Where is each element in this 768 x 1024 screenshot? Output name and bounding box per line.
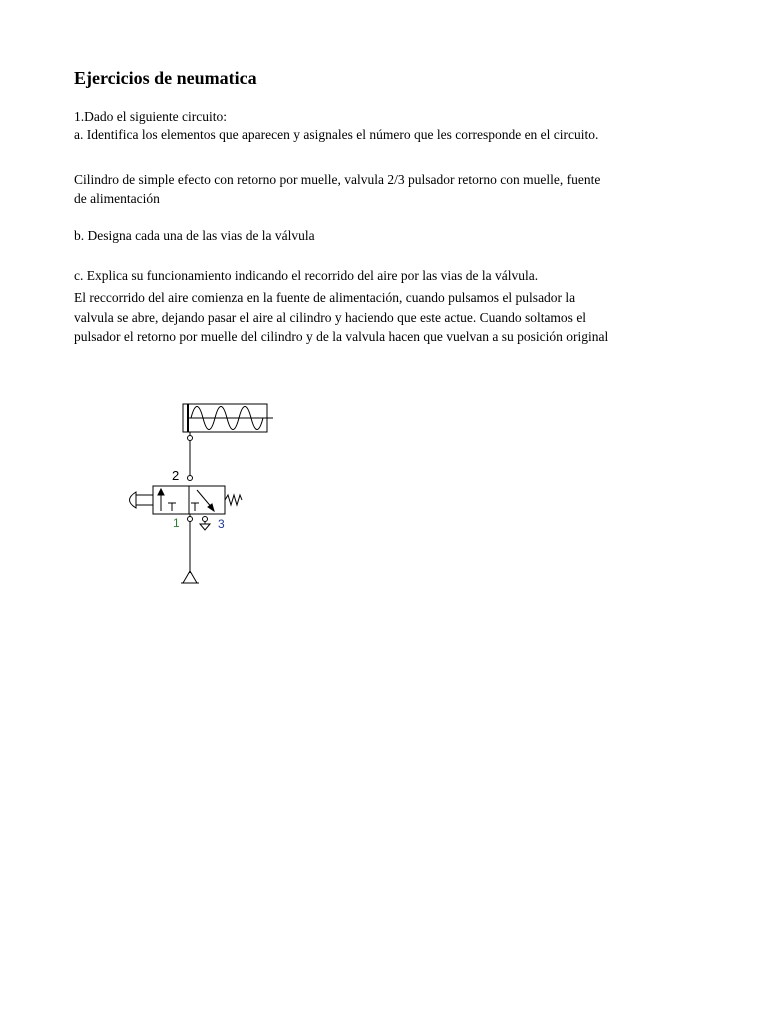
connection-node: [188, 517, 193, 522]
pneumatic-circuit-svg: [115, 395, 285, 590]
connection-node: [188, 476, 193, 481]
valve-left-box: [153, 486, 189, 514]
pneumatic-circuit-diagram: [115, 395, 285, 595]
answer-a-line-2: de alimentación: [74, 191, 160, 206]
connection-node: [203, 517, 208, 522]
valve-flow-arrow: [208, 504, 214, 511]
answer-a-line-1: Cilindro de simple efecto con retorno por muelle, valvula 2/3 pulsador retorno con muelle, fuente: [74, 172, 601, 187]
question-1-intro: 1.Dado el siguiente circuito:: [74, 109, 227, 124]
answer-c-line-3: pulsador el retorno por muelle del cilindro y de la valvula hacen que vuelvan a su posición original: [74, 329, 609, 344]
connection-node: [188, 436, 193, 441]
port-2-label: 2: [172, 468, 180, 483]
document-title: Ejercicios de neumatica: [74, 68, 257, 88]
answer-c-line-1: El reccorrido del aire comienza en la fuente de alimentación, cuando pulsamos el pulsador la: [74, 290, 576, 305]
question-1c: c. Explica su funcionamiento indicando el recorrido del aire por las vias de la válvula.: [74, 268, 539, 283]
port-3-label: 3: [218, 517, 225, 531]
push-button-icon: [130, 492, 137, 508]
valve-3-2: [130, 486, 243, 514]
question-1a: a. Identifica los elementos que aparecen y asignales el número que les corresponde en el circuito.: [74, 127, 599, 142]
valve-right-box: [189, 486, 225, 514]
question-1b: b. Designa cada una de las vias de la válvula: [74, 228, 315, 243]
exhaust-icon: [200, 524, 210, 530]
valve-flow-arrow: [158, 489, 164, 495]
valve-return-spring-icon: [225, 495, 242, 505]
single-acting-cylinder: [183, 404, 273, 432]
port-1-label: 1: [173, 516, 180, 530]
answer-c-line-2: valvula se abre, dejando pasar el aire al cilindro y haciendo que este actue. Cuando soltamos el: [74, 310, 587, 325]
